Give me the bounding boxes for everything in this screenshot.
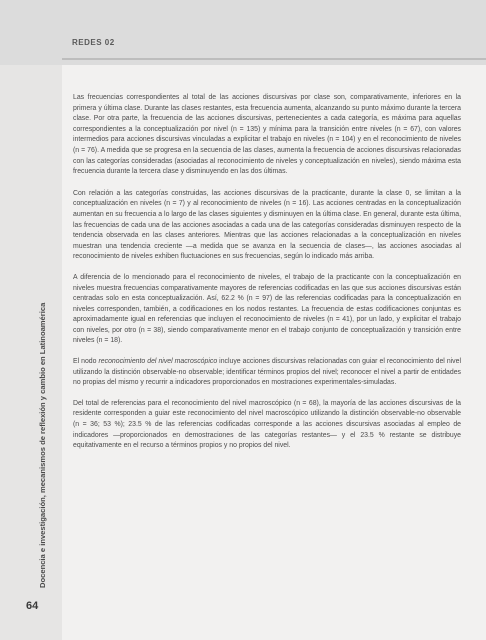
page-number: 64	[26, 600, 39, 612]
paragraph-4	[73, 357, 461, 389]
body-text	[73, 93, 461, 462]
paragraph-3: A diferencia de lo mencionado para el reconocimiento de niveles, el trabajo de la practicante con la conceptualización en niveles muestra frecuencias comparativamente mayores de referencias codificadas en las que sus acciones discursivas están centradas solo en esta conceptualización. Así, 62.2 % (n = 97) de las referencias codificadas para la conceptualización en niveles corresponden, también, a codificaciones en los nodos restantes. La frecuencia de estas codificaciones conjuntas es aproximadamente igual en referencias que incluyen el reconocimiento de niveles (n = 41), por un lado, y explicitar el trabajo con niveles, por otro (n = 38), siendo comparativamente menor en el trabajo conjunto de conceptualización y transición entre niveles (n = 18).	[73, 273, 461, 345]
left-margin-band	[0, 0, 62, 640]
vertical-book-title-text: Docencia e investigación, mecanismos de reflexión y cambio en Latinoamérica	[38, 302, 47, 588]
paragraph-4-text: El nodo reconocimiento del nivel macroscópico incluye acciones discursivas relacionadas con guiar el reconocimiento del nivel utilizando la distinción observable-no observable; identificar términos propios del nivel; reconocer el nivel a partir de entidades no propias del mismo y recurrir a indicadores proporcionados en mostraciones experimentales-simuladas.	[73, 358, 461, 387]
paragraph-1: Las frecuencias correspondientes al total de las acciones discursivas por clase son, comparativamente, inferiores en la primera y última clase. Durante las clases restantes, esta frecuencia aumenta, alcanzando su punto máximo durante la tercera clase. Por otra parte, la frecuencia de las acciones discursivas, pertenecientes a cada categoría, es máxima para aquellas correspondientes a la conceptualización por nivel (n = 135) y mínima para la transición entre niveles (n = 67), con valores intermedios para acciones discursivas vinculadas a explicitar el trabajo en niveles (n = 104) y en el reconocimiento de niveles (n = 76). A medida que se progresa en la secuencia de las clases, aumenta la frecuencia de acciones discursivas relacionadas con las categorías consideradas (asociadas al reconocimiento de niveles y conceptualización en niveles), siendo máxima esta frecuencia durante la tercera clase y disminuyendo en las dos últimas.	[73, 94, 461, 176]
header-rule	[62, 58, 486, 60]
running-head: REDES 02	[72, 38, 115, 47]
paragraph-5: Del total de referencias para el reconocimiento del nivel macroscópico (n = 68), la mayoría de las acciones discursivas de la residente corresponden a guiar este reconocimiento del nivel macroscópico utilizando la distinción observable-no observable (n = 36; 53 %); 23.5 % de las referencias codificadas corresponde a las acciones discursivas asociadas al empleo de indicadores —proporcionados en demostraciones de las categorías restantes— y el 23.5 % restante se distribuye equitativamente en el recurso a términos propios y no propios del nivel.	[73, 399, 461, 450]
vertical-book-title	[38, 228, 52, 588]
paragraph-2: Con relación a las categorías construidas, las acciones discursivas de la practicante, durante la clase 0, se limitan a la conceptualización en niveles (n = 7) y al reconocimiento de niveles (n = 16). Las acciones centradas en la conceptualización aumentan en su frecuencia a lo largo de las clases siguientes y disminuyen en la última clase. En general, durante esta última, las frecuencias de cada una de las acciones asociadas a cada una de las categorías consideradas disminuyen respecto de la tendencia observada en las clases anteriores. Mientras que las acciones relacionadas a la conceptualización en niveles muestran una tendencia creciente —a medida que se avanza en la secuencia de clases—, las acciones asociadas al reconocimiento de niveles exhiben fluctuaciones en sus frecuencias, según lo indicado más arriba.	[73, 189, 461, 261]
header-band	[0, 0, 486, 65]
